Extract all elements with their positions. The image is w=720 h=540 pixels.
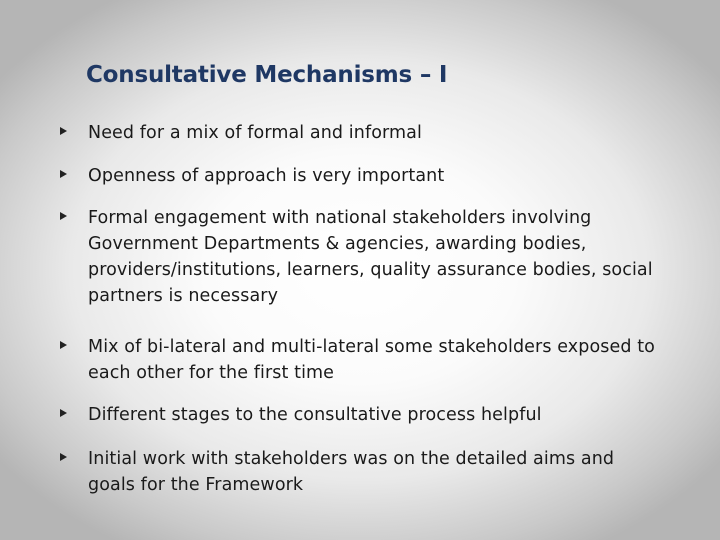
bullet-text: Initial work with stakeholders was on the detailed aims and goals for the Framework: [88, 449, 615, 495]
bullet-arrow-icon: [60, 409, 67, 417]
bullet-arrow-icon: [60, 341, 67, 349]
bullet-text: Need for a mix of formal and informal: [88, 123, 422, 143]
bullet-arrow-icon: [60, 212, 67, 220]
bullet-text: Openness of approach is very important: [88, 166, 445, 186]
slide-title: Consultative Mechanisms – I: [86, 62, 448, 88]
bullet-text: Mix of bi-lateral and multi-lateral some stakeholders exposed to each other for the first time: [88, 337, 655, 383]
bullet-text: Formal engagement with national stakeholders involving Government Departments & agencies, awarding bodies, providers/institutions, learners, quality assurance bodies, social partners is necessary: [88, 208, 653, 306]
bullet-arrow-icon: [60, 170, 67, 178]
bullet-arrow-icon: [60, 127, 67, 135]
bullet-text: Different stages to the consultative process helpful: [88, 405, 542, 425]
bullet-arrow-icon: [60, 453, 67, 461]
